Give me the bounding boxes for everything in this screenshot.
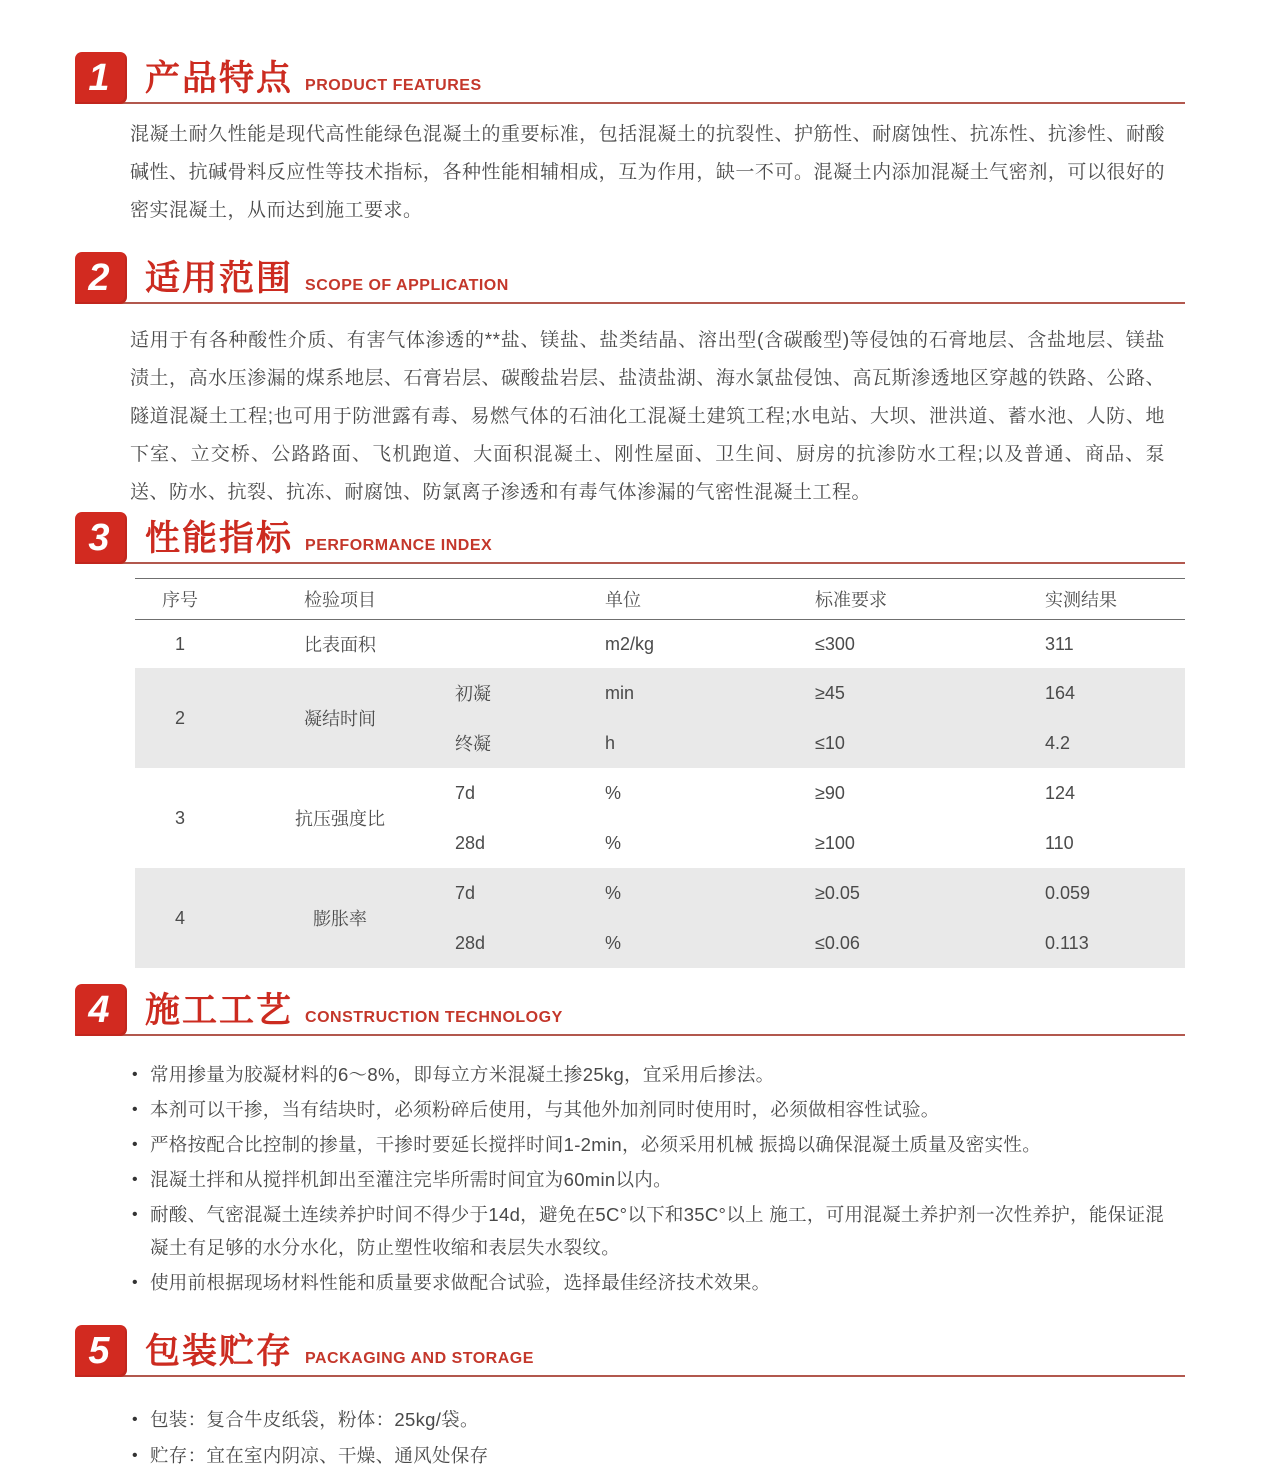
cell-result: 4.2 bbox=[1045, 732, 1071, 753]
section-3-subtitle: PERFORMANCE INDEX bbox=[305, 537, 493, 554]
table-row-group-1 bbox=[135, 620, 1185, 668]
section-5-bullet-list bbox=[132, 1403, 1210, 1472]
header-item: 检验项目 bbox=[304, 590, 376, 610]
section-1-title: 产品特点 bbox=[145, 59, 294, 98]
bullet-item bbox=[132, 1163, 1210, 1196]
section-1-paragraph: 混凝土耐久性能是现代高性能绿色混凝土的重要标准，包括混凝土的抗裂性、护筋性、耐腐蚀性、抗冻性、抗渗性、耐酸碱性、抗碱骨料反应性等技术指标，各种性能相辅相成，互为作用，缺一不可。混凝土内添加混凝土气密剂，可以很好的密实混凝土，从而达到施工要求。 bbox=[130, 124, 1165, 221]
cell-standard: ≥90 bbox=[815, 782, 845, 803]
bullet-text: 贮存：宜在室内阴凉、干燥、通风处保存 bbox=[150, 1445, 489, 1466]
section-2-number-badge: 2 bbox=[75, 252, 127, 304]
cell-unit: m2/kg bbox=[605, 633, 655, 654]
cell-unit: % bbox=[605, 782, 622, 803]
bullet-text: 严格按配合比控制的掺量，干掺时要延长搅拌时间1-2min，必须采用机械 振捣以确保混凝土质量及密实性。 bbox=[150, 1134, 1041, 1155]
section-1-number-badge: 1 bbox=[75, 52, 127, 104]
bullet-item bbox=[132, 1439, 1210, 1472]
bullet-text: 混凝土拌和从搅拌机卸出至灌注完毕所需时间宜为60min以内。 bbox=[150, 1169, 672, 1190]
table-row bbox=[455, 668, 1185, 718]
cell-unit: % bbox=[605, 932, 622, 953]
table-row bbox=[455, 818, 1185, 868]
cell-sub: 初凝 bbox=[455, 684, 491, 704]
bullet-text: 本剂可以干掺，当有结块时，必须粉碎后使用，与其他外加剂同时使用时，必须做相容性试验。 bbox=[150, 1099, 940, 1120]
bullet-item bbox=[132, 1198, 1210, 1264]
section-4-title: 施工工艺 bbox=[145, 991, 294, 1030]
cell-no: 3 bbox=[174, 807, 185, 828]
section-1-header-inner bbox=[75, 52, 482, 104]
section-3-header-inner bbox=[75, 512, 492, 564]
section-4-number-badge: 4 bbox=[75, 984, 127, 1036]
bullet-dot-icon: • bbox=[132, 1274, 138, 1291]
section-2-header-inner bbox=[75, 252, 509, 304]
section-2-header bbox=[75, 252, 1185, 304]
bullet-text: 包装：复合牛皮纸袋，粉体：25kg/袋。 bbox=[150, 1409, 479, 1430]
table-row bbox=[455, 918, 1185, 968]
section-5-subtitle: PACKAGING AND STORAGE bbox=[305, 1350, 534, 1367]
cell-result: 0.113 bbox=[1045, 932, 1089, 953]
table-row-group-2 bbox=[135, 668, 1185, 768]
section-4-header-inner bbox=[75, 984, 563, 1036]
header-unit: 单位 bbox=[605, 590, 641, 610]
section-4-header bbox=[75, 984, 1185, 1036]
cell-item: 膨胀率 bbox=[313, 909, 367, 929]
section-1-header bbox=[75, 52, 1185, 104]
cell-unit: h bbox=[605, 732, 616, 753]
cell-no: 2 bbox=[174, 707, 185, 728]
bullet-dot-icon: • bbox=[132, 1171, 138, 1188]
table-row-group-3 bbox=[135, 768, 1185, 868]
header-result: 实测结果 bbox=[1045, 590, 1117, 610]
cell-sub: 28d bbox=[455, 932, 486, 953]
cell-standard: ≥0.05 bbox=[815, 882, 860, 903]
section-3-number-badge: 3 bbox=[75, 512, 127, 564]
bullet-dot-icon: • bbox=[132, 1136, 138, 1153]
bullet-dot-icon: • bbox=[132, 1411, 138, 1428]
bullet-text: 常用掺量为胶凝材料的6～8%，即每立方米混凝土掺25kg，宜采用后掺法。 bbox=[150, 1064, 775, 1085]
table-row-group-4 bbox=[135, 868, 1185, 968]
bullet-dot-icon: • bbox=[132, 1101, 138, 1118]
bullet-item bbox=[132, 1266, 1210, 1299]
bullet-item bbox=[132, 1403, 1210, 1436]
cell-sub: 7d bbox=[455, 882, 476, 903]
section-3-header bbox=[75, 512, 1185, 564]
cell-result: 110 bbox=[1045, 832, 1074, 853]
cell-standard: ≤0.06 bbox=[815, 932, 860, 953]
section-2-title: 适用范围 bbox=[145, 259, 294, 298]
bullet-item bbox=[132, 1093, 1210, 1126]
cell-item: 凝结时间 bbox=[304, 709, 376, 729]
cell-item: 比表面积 bbox=[304, 635, 376, 655]
cell-no: 4 bbox=[174, 907, 185, 928]
header-standard: 标准要求 bbox=[815, 590, 887, 610]
bullet-item bbox=[132, 1058, 1210, 1091]
section-4-bullet-list bbox=[132, 1058, 1210, 1299]
table-row bbox=[455, 868, 1185, 918]
bullet-dot-icon: • bbox=[132, 1206, 138, 1223]
performance-table bbox=[135, 578, 1185, 968]
cell-unit: min bbox=[605, 682, 635, 703]
cell-standard: ≤10 bbox=[815, 732, 845, 753]
section-5-title: 包装贮存 bbox=[145, 1332, 294, 1371]
cell-standard: ≥45 bbox=[815, 682, 845, 703]
section-4-subtitle: CONSTRUCTION TECHNOLOGY bbox=[305, 1009, 563, 1026]
cell-result: 124 bbox=[1045, 782, 1076, 803]
section-3-title: 性能指标 bbox=[145, 519, 294, 558]
section-5-header-inner bbox=[75, 1325, 534, 1377]
cell-result: 164 bbox=[1045, 682, 1076, 703]
cell-sub: 终凝 bbox=[455, 734, 491, 754]
table-header-row bbox=[135, 578, 1185, 620]
table-row bbox=[455, 718, 1185, 768]
bullet-text: 使用前根据现场材料性能和质量要求做配合试验，选择最佳经济技术效果。 bbox=[150, 1272, 771, 1293]
cell-result: 0.059 bbox=[1045, 882, 1091, 903]
cell-no: 1 bbox=[174, 633, 185, 654]
section-2-paragraph: 适用于有各种酸性介质、有害气体渗透的**盐、镁盐、盐类结晶、溶出型(含碳酸型)等侵蚀的石膏地层、含盐地层、镁盐渍土，高水压渗漏的煤系地层、石膏岩层、碳酸盐岩层、盐渍盐湖、海水氯盐侵蚀、高瓦斯渗透地区穿越的铁路、公路、隧道混凝土工程;也可用于防泄露有毒、易燃气体的石油化工混凝土建筑工程;水电站、大坝、泄洪道、蓄水池、人防、地下室、立交桥、公路路面、飞机跑道、大面积混凝土、刚性屋面、卫生间、厨房的抗渗防水工程;以及普通、商品、泵送、防水、抗裂、抗冻、耐腐蚀、防氯离子渗透和有毒气体渗漏的气密性混凝土工程。 bbox=[130, 330, 1165, 503]
bullet-text: 耐酸、气密混凝土连续养护时间不得少于14d，避免在5C°以下和35C°以上 施工，可用混凝土养护剂一次性养护，能保证混凝土有足够的水分水化，防止塑性收缩和表层失水裂纹。 bbox=[150, 1204, 1165, 1258]
cell-standard: ≤300 bbox=[815, 633, 855, 654]
cell-unit: % bbox=[605, 832, 622, 853]
cell-sub: 7d bbox=[455, 782, 476, 803]
cell-sub: 28d bbox=[455, 832, 486, 853]
section-1-subtitle: PRODUCT FEATURES bbox=[305, 77, 482, 94]
section-2-subtitle: SCOPE OF APPLICATION bbox=[305, 277, 509, 294]
header-no: 序号 bbox=[162, 590, 198, 610]
bullet-dot-icon: • bbox=[132, 1447, 138, 1464]
cell-unit: % bbox=[605, 882, 622, 903]
section-5-header bbox=[75, 1325, 1185, 1377]
cell-standard: ≥100 bbox=[815, 832, 855, 853]
table-row bbox=[455, 620, 1185, 668]
cell-item: 抗压强度比 bbox=[295, 809, 385, 829]
cell-result: 311 bbox=[1045, 633, 1074, 654]
table-row bbox=[455, 768, 1185, 818]
bullet-item bbox=[132, 1128, 1210, 1161]
section-5-number-badge: 5 bbox=[75, 1325, 127, 1377]
bullet-dot-icon: • bbox=[132, 1066, 138, 1083]
